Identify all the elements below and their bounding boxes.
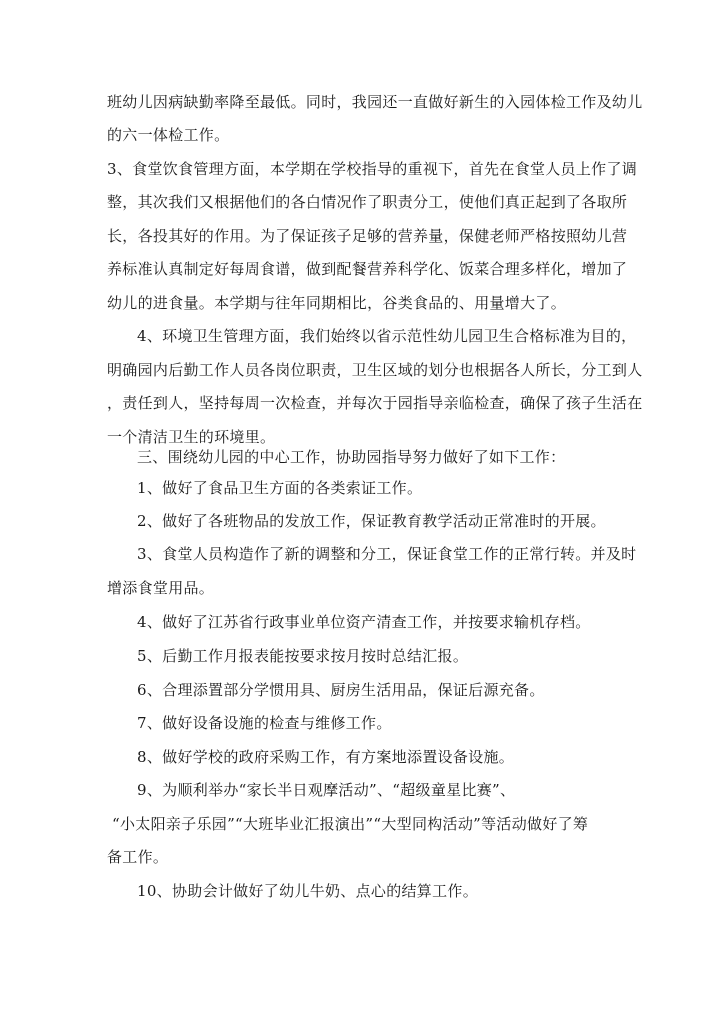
list-item: 3、食堂人员构造作了新的调整和分工，保证食堂工作的正常行转。并及时 <box>137 545 637 563</box>
text-line: 明确园内后勤工作人员各岗位职责，卫生区域的划分也根据各人所长，分工到人 <box>107 361 643 379</box>
list-item: 2、做好了各班物品的发放工作，保证教育教学活动正常准时的开展。 <box>137 512 606 530</box>
text-line: 养标准认真制定好每周食谱，做到配餐营养科学化、饭菜合理多样化，增加了 <box>107 260 628 278</box>
text-line: 一个清洁卫生的环境里。 <box>107 428 276 446</box>
list-item: 1、做好了食品卫生方面的各类索证工作。 <box>137 479 423 497</box>
list-item: 10、协助会计做好了幼儿牛奶、点心的结算工作。 <box>137 882 478 900</box>
text-line: “小太阳亲子乐园”“大班毕业汇报演出”“大型同构活动”等活动做好了筹 <box>112 815 589 833</box>
text-line: 增添食堂用品。 <box>107 579 215 597</box>
text-line: 长，各投其好的作用。为了保证孩子足够的营养量，保健老师严格按照幼儿营 <box>107 227 628 245</box>
text-line: 整，其次我们又根据他们的各白情况作了职责分工，使他们真正起到了各取所 <box>107 193 628 211</box>
text-line: ，责任到人，坚持每周一次检查，并每次于园指导亲临检查，确保了孩子生活在 <box>107 394 643 412</box>
text-line: 4、环境卫生管理方面，我们始终以省示范性幼儿园卫生合格标准为目的， <box>137 327 637 345</box>
list-item: 5、后勤工作月报表能按要求按月按时总结汇报。 <box>137 647 469 665</box>
text-line: 的六一体检工作。 <box>107 126 230 144</box>
text-line: 班幼儿因病缺勤率降至最低。同时，我园还一直做好新生的入园体检工作及幼儿 <box>107 93 643 111</box>
list-item: 9、为顺利举办“家长半日观摩活动”、“超级童星比赛”、 <box>137 781 516 799</box>
list-item: 8、做好学校的政府采购工作，有方案地添置设备设施。 <box>137 748 515 766</box>
list-item: 6、合理添置部分学惯用具、厨房生活用品，保证后源充备。 <box>137 681 545 699</box>
section-heading: 三、围绕幼儿园的中心工作，协助园指导努力做好了如下工作： <box>137 448 566 466</box>
list-item: 4、做好了江苏省行政事业单位资产清查工作，并按要求输机存档。 <box>137 613 591 631</box>
text-line: 备工作。 <box>107 848 169 866</box>
text-line: 幼儿的进食量。本学期与往年同期相比，谷类食品的、用量增大了。 <box>107 294 567 312</box>
list-item: 7、做好设备设施的检查与维修工作。 <box>137 714 392 732</box>
text-line: 3、食堂饮食管理方面，本学期在学校指导的重视下，首先在食堂人员上作了调 <box>107 160 638 178</box>
